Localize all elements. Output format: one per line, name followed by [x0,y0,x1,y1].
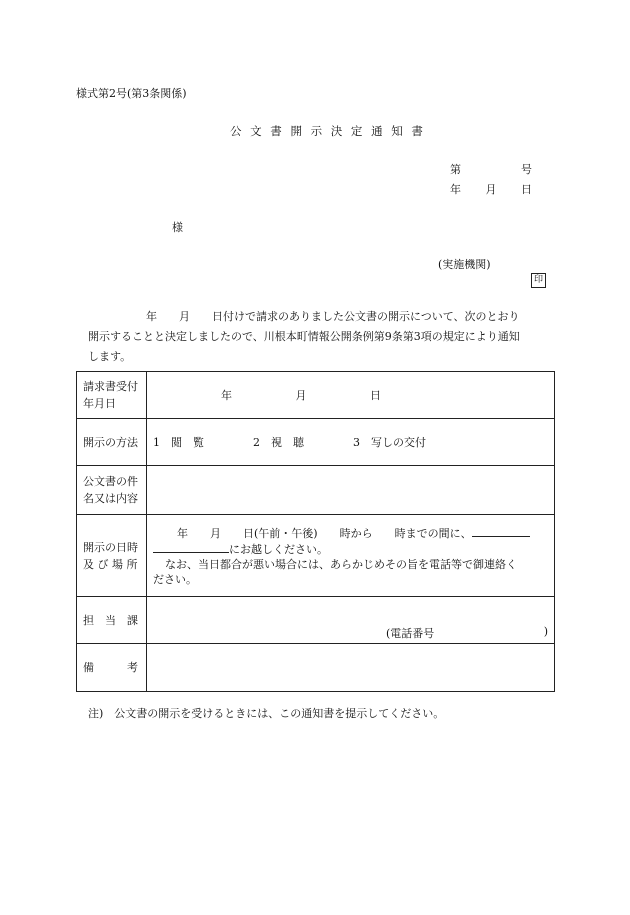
body-line-1: 年 月 日付けで請求のありました公文書の開示について、次のとおり [146,310,520,323]
method-option-copy: 3 写しの交付 [353,436,426,449]
place-blank-1 [472,525,530,537]
datetime-text: 年 月 日(午前・午後) 時から 時までの間に、 [177,526,472,540]
department-label: 担 当 課 [77,597,147,644]
table-row-method [77,419,555,466]
request-month: 月 [295,389,307,402]
method-options [147,419,555,466]
issue-date-line [450,181,532,197]
number-prefix: 第 [450,163,461,176]
number-suffix: 号 [521,163,532,176]
request-day: 日 [370,389,381,402]
document-title: 公 文 書 開 示 決 定 通 知 書 [230,124,426,138]
datetime-place-label: 開示の日時 及 び 場 所 [77,515,147,597]
table-row-request-date [77,372,555,419]
method-option-listen: 2 視 聴 [253,436,304,449]
table-row-document-name [77,466,555,515]
table-row-remarks [77,644,555,692]
body-line-2: 開示することと決定しましたので、川根本町情報公開条例第9条第3項の規定により通知 [88,330,520,343]
document-name-label: 公文書の件 名又は内容 [77,466,147,515]
footnote: 注) 公文書の開示を受けるときには、この通知書を提示してください。 [88,707,445,720]
department-value [147,597,555,644]
implementing-agency: (実施機関) [438,258,491,271]
issue-day: 日 [521,183,532,196]
request-date-label: 請求書受付 年月日 [77,372,147,419]
body-paragraph [88,307,550,367]
document-number-line [450,161,532,177]
remarks-value [147,644,555,692]
remarks-label: 備 考 [77,644,147,692]
table-row-department [77,597,555,644]
body-line-3: します。 [88,350,132,363]
issue-month: 月 [485,183,497,196]
place-blank-2 [153,541,229,553]
seal-mark: 印 [531,273,546,288]
document-name-value [147,466,555,515]
method-option-view: 1 閲 覧 [153,436,204,449]
visit-text: にお越しください。 [229,542,328,556]
request-year: 年 [221,389,232,402]
disclosure-details-table [76,371,555,692]
addressee-suffix: 様 [172,221,183,234]
datetime-place-value [147,515,555,597]
contact-note-line-1: なお、当日都合が悪い場合には、あらかじめその旨を電話等で御連絡く [165,557,517,571]
method-label: 開示の方法 [77,419,147,466]
phone-open: (電話番号 [386,627,435,640]
request-date-value [147,372,555,419]
contact-note-line-2: ださい。 [153,572,197,586]
issue-year: 年 [450,183,461,196]
table-row-datetime-place [77,515,555,597]
form-number: 様式第2号(第3条関係) [76,87,187,100]
phone-close: ) [543,625,548,638]
